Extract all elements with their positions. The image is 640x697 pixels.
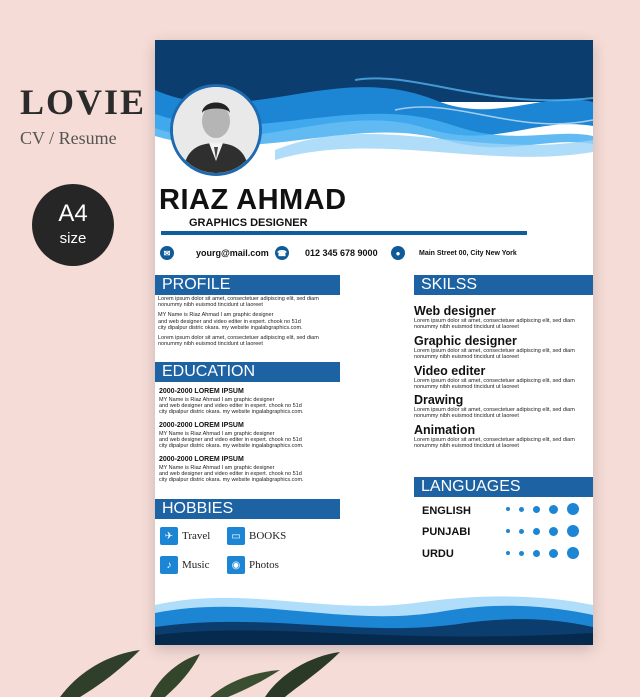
education-entry-head: 2000-2000 LOREM IPSUM xyxy=(159,388,244,395)
profile-line: Lorem ipsum dolor sit amet, consectetuer adipiscing elit, sed diam xyxy=(158,335,319,342)
language-rating-dots xyxy=(506,547,579,559)
rating-dot xyxy=(533,528,540,535)
education-entry-head: 2000-2000 LOREM IPSUM xyxy=(159,422,244,429)
profile-photo xyxy=(170,84,262,176)
rating-dot xyxy=(519,507,524,512)
hobby-label: Travel xyxy=(182,530,211,542)
profile-line: MY Name is Riaz Ahmad I am graphic designer xyxy=(158,312,274,319)
brand-subtitle: CV / Resume xyxy=(20,128,117,148)
contact-email[interactable] xyxy=(160,246,269,260)
education-line: MY Name is Riaz Ahmad I am graphic designer xyxy=(159,465,275,471)
education-line: city dipalpur distric okara. my website ingalabgraphics.com. xyxy=(159,477,304,484)
education-line: MY Name is Riaz Ahmad I am graphic designer xyxy=(159,431,275,437)
name-divider xyxy=(161,231,527,235)
education-line: city dipalpur distric okara. my website ingalabgraphics.com. xyxy=(159,443,304,450)
profile-line: nonummy nibh euismod tincidunt ut laoreet xyxy=(158,341,263,348)
rating-dot xyxy=(506,507,510,511)
skill-line: nonummy nibh euismod tincidunt ut laoreet xyxy=(414,443,519,450)
profile-line: nonummy nibh euismod tincidunt ut laoreet xyxy=(158,302,263,309)
profile-line: Lorem ipsum dolor sit amet, consectetuer adipiscing elit, sed diam xyxy=(158,296,319,302)
education-line: city dipalpur distric okara. my website ingalabgraphics.com. xyxy=(159,409,304,416)
skill-line: Lorem ipsum dolor sit amet, consectetuer adipiscing elit, sed diam xyxy=(414,348,575,354)
language-rating-dots xyxy=(506,525,579,537)
education-line: MY Name is Riaz Ahmad I am graphic designer xyxy=(159,397,275,403)
brand-block xyxy=(20,84,146,149)
hobby-label: BOOKS xyxy=(249,530,287,542)
skill-line: nonummy nibh euismod tincidunt ut laoreet xyxy=(414,384,519,391)
language-name: PUNJABI xyxy=(422,526,471,538)
hobby-photos xyxy=(227,556,279,574)
skill-item xyxy=(414,334,575,360)
plant-leaves-decoration xyxy=(40,640,340,697)
education-entry xyxy=(159,456,304,484)
skill-item xyxy=(414,304,575,330)
email-icon: ✉ xyxy=(160,246,174,260)
person-avatar-icon xyxy=(173,87,259,173)
resume-job-title: GRAPHICS DESIGNER xyxy=(189,217,308,229)
rating-dot xyxy=(533,550,540,557)
skill-line: Lorem ipsum dolor sit amet, consectetuer adipiscing elit, sed diam xyxy=(414,437,575,443)
skill-title: Video editer xyxy=(414,364,486,378)
skill-item xyxy=(414,393,575,419)
rating-dot xyxy=(549,505,558,514)
rating-dot xyxy=(506,529,510,533)
size-badge-value: A4 xyxy=(58,200,88,227)
rating-dot xyxy=(519,529,524,534)
education-line: and web designer and video editer in expert. chook no 51d xyxy=(159,403,302,410)
music-icon: ♪ xyxy=(160,556,178,574)
contact-phone[interactable] xyxy=(275,246,378,260)
location-icon: ● xyxy=(391,246,405,260)
rating-dot xyxy=(567,525,579,537)
education-line: and web designer and video editer in expert. chook no 51d xyxy=(159,437,302,444)
hobby-music xyxy=(160,556,210,574)
contact-phone-text: 012 345 678 9000 xyxy=(305,248,378,258)
camera-icon: ◉ xyxy=(227,556,245,574)
contact-address xyxy=(391,246,517,260)
brand-title: LOVIE xyxy=(20,82,147,122)
skill-line: Lorem ipsum dolor sit amet, consectetuer adipiscing elit, sed diam xyxy=(414,318,575,324)
profile-line: city dipalpur distric okara. my website ingalabgraphics.com. xyxy=(158,324,303,331)
skill-item xyxy=(414,364,575,390)
education-heading: EDUCATION xyxy=(155,362,340,382)
skill-line: nonummy nibh euismod tincidunt ut laoreet xyxy=(414,413,519,420)
skill-line: Lorem ipsum dolor sit amet, consectetuer adipiscing elit, sed diam xyxy=(414,378,575,384)
skill-title: Web designer xyxy=(414,304,496,318)
language-name: URDU xyxy=(422,548,454,560)
hobby-label: Photos xyxy=(249,559,279,571)
skill-line: nonummy nibh euismod tincidunt ut laoreet xyxy=(414,324,519,331)
profile-heading: PROFILE xyxy=(155,275,340,295)
airplane-icon: ✈ xyxy=(160,527,178,545)
rating-dot xyxy=(567,503,579,515)
skill-item xyxy=(414,423,575,449)
language-rating-dots xyxy=(506,503,579,515)
profile-line: and web designer and video editer in expert. chook no 51d xyxy=(158,318,301,325)
education-entry xyxy=(159,388,304,416)
languages-heading: LANGUAGES xyxy=(414,477,593,497)
hobbies-heading: HOBBIES xyxy=(155,499,340,519)
rating-dot xyxy=(533,506,540,513)
rating-dot xyxy=(506,551,510,555)
skill-title: Graphic designer xyxy=(414,334,517,348)
rating-dot xyxy=(549,549,558,558)
hobby-books xyxy=(227,527,286,545)
rating-dot xyxy=(549,527,558,536)
size-badge xyxy=(32,184,114,266)
language-name: ENGLISH xyxy=(422,505,471,517)
education-line: and web designer and video editer in expert. chook no 51d xyxy=(159,471,302,478)
skill-title: Drawing xyxy=(414,393,464,407)
skill-line: Lorem ipsum dolor sit amet, consectetuer adipiscing elit, sed diam xyxy=(414,407,575,413)
hobby-label: Music xyxy=(182,559,210,571)
resume-sheet xyxy=(155,40,593,645)
footer-wave-graphic xyxy=(155,585,593,645)
education-entry xyxy=(159,422,304,450)
resume-name: RIAZ AHMAD xyxy=(159,184,347,216)
education-entry-head: 2000-2000 LOREM IPSUM xyxy=(159,456,244,463)
contact-address-text: Main Street 00, City New York xyxy=(419,249,517,257)
skill-line: nonummy nibh euismod tincidunt ut laoreet xyxy=(414,354,519,361)
size-badge-label: size xyxy=(59,230,87,247)
phone-icon: ☎ xyxy=(275,246,289,260)
profile-text xyxy=(158,296,319,347)
skill-title: Animation xyxy=(414,423,476,437)
hobby-travel xyxy=(160,527,210,545)
rating-dot xyxy=(567,547,579,559)
skills-heading: SKILSS xyxy=(414,275,593,295)
rating-dot xyxy=(519,551,524,556)
contact-email-text: yourg@mail.com xyxy=(196,248,269,258)
book-icon: ▭ xyxy=(227,527,245,545)
